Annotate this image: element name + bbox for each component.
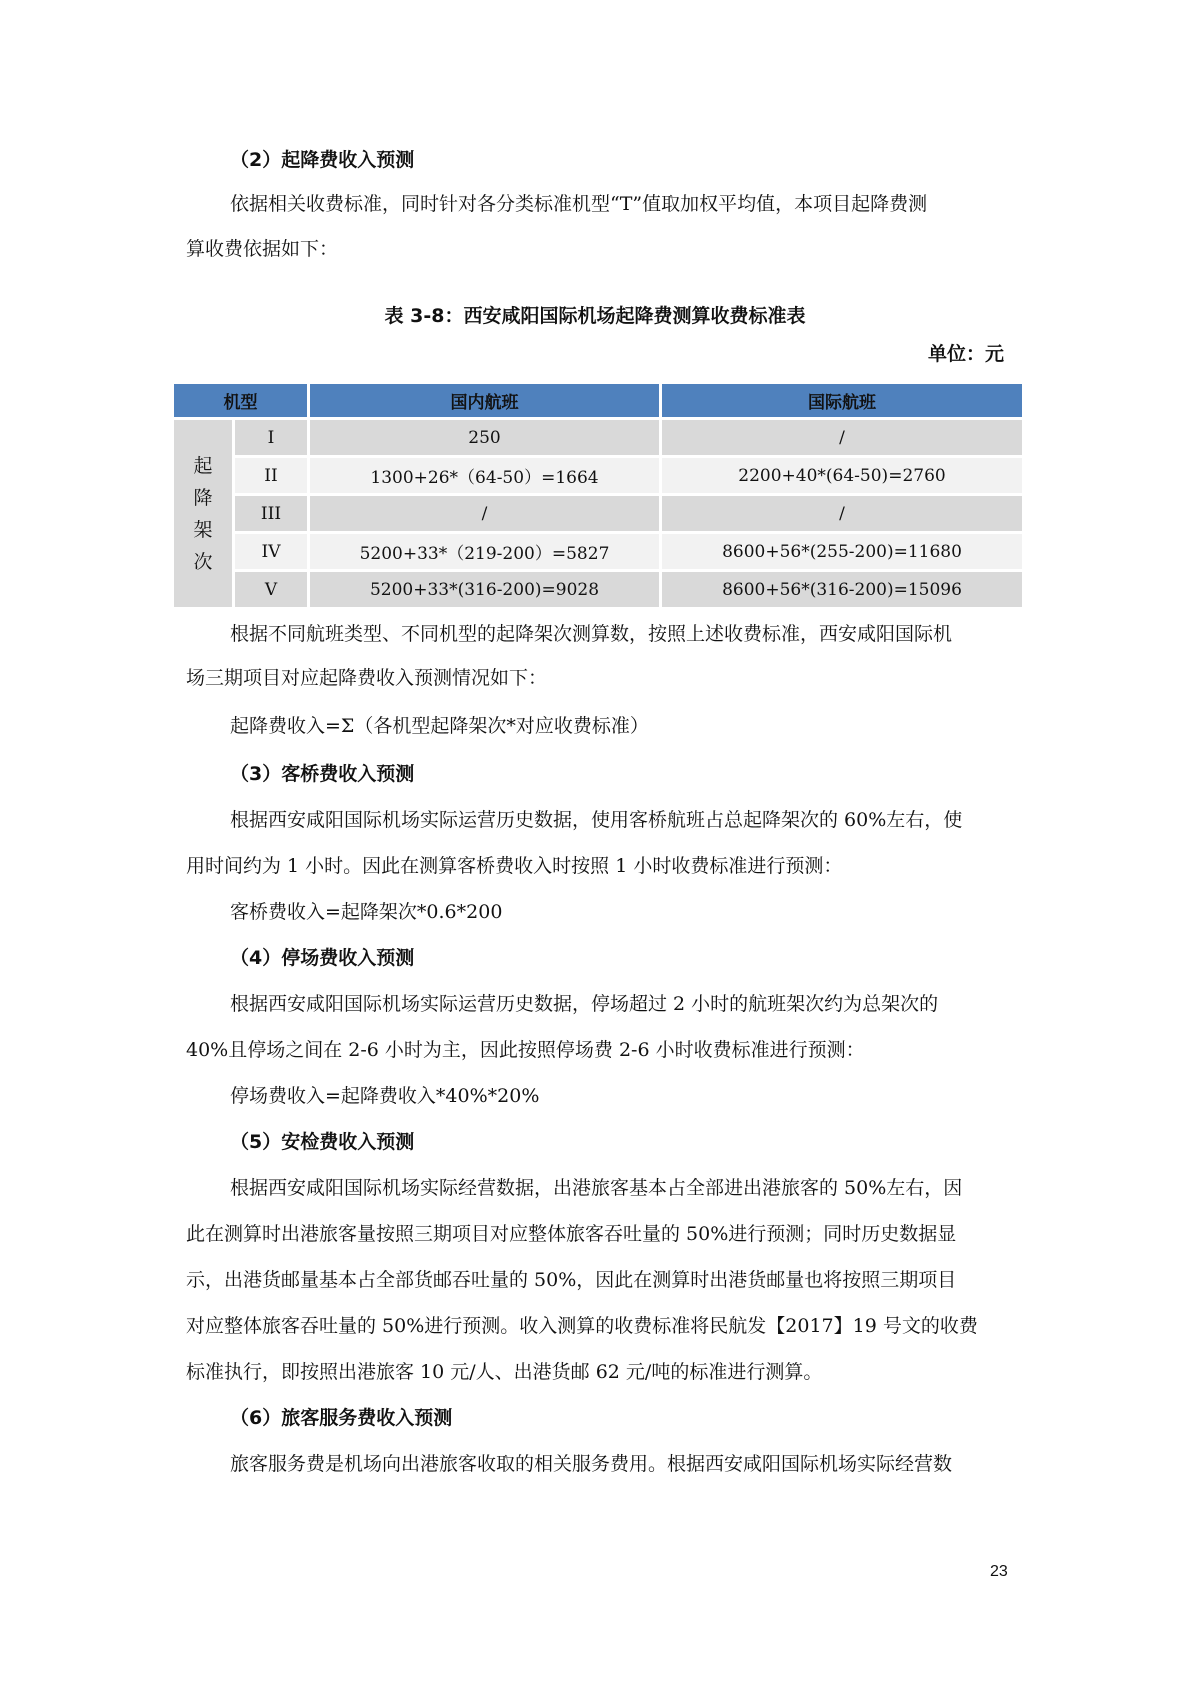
international-fee: / — [662, 496, 1022, 531]
international-fee: 8600+56*(255-200)=11680 — [662, 534, 1022, 569]
table-header-row — [174, 384, 1022, 417]
aircraft-class: II — [235, 458, 307, 493]
domestic-fee: 5200+33*(316-200)=9028 — [310, 572, 659, 607]
formula-bridge: 客桥费收入=起降架次*0.6*200 — [230, 901, 503, 923]
table-row — [174, 420, 1022, 455]
domestic-fee: 1300+26*（64-50）=1664 — [310, 458, 659, 493]
paragraph-line: 标准执行，即按照出港旅客 10 元/人、出港货邮 62 元/吨的标准进行测算。 — [186, 1361, 823, 1383]
table-unit: 单位：元 — [927, 343, 1004, 365]
paragraph-line: 根据西安咸阳国际机场实际运营历史数据，使用客桥航班占总起降架次的 60%左右，使 — [230, 809, 963, 831]
paragraph-line: 此在测算时出港旅客量按照三期项目对应整体旅客吞吐量的 50%进行预测；同时历史数据显 — [186, 1223, 957, 1245]
paragraph-line: 示，出港货邮量基本占全部货邮吞吐量的 50%，因此在测算时出港货邮量也将按照三期项目 — [186, 1269, 957, 1291]
paragraph-line: 用时间约为 1 小时。因此在测算客桥费收入时按照 1 小时收费标准进行预测： — [186, 855, 843, 877]
formula-takeoff-landing: 起降费收入=Σ（各机型起降架次*对应收费标准） — [230, 715, 649, 737]
paragraph-line: 40%且停场之间在 2-6 小时为主，因此按照停场费 2-6 小时收费标准进行预测： — [186, 1039, 865, 1061]
section-heading-2: （2）起降费收入预测 — [230, 149, 415, 171]
domestic-fee: 250 — [310, 420, 659, 455]
group-label-takeoff-landing — [174, 420, 232, 607]
table-row — [174, 572, 1022, 607]
table-row — [174, 496, 1022, 531]
section-heading-6: （6）旅客服务费收入预测 — [230, 1407, 453, 1429]
paragraph-line: 对应整体旅客吞吐量的 50%进行预测。收入测算的收费标准将民航发【2017】19 号文的收费 — [186, 1315, 978, 1337]
group-label-text: 起 降 架 次 — [193, 454, 213, 573]
page-number: 23 — [990, 1563, 1008, 1580]
paragraph-line: 旅客服务费是机场向出港旅客收取的相关服务费用。根据西安咸阳国际机场实际经营数 — [230, 1453, 953, 1475]
paragraph-line: 场三期项目对应起降费收入预测情况如下： — [186, 667, 548, 689]
domestic-fee: 5200+33*（219-200）=5827 — [310, 534, 659, 569]
domestic-fee: / — [310, 496, 659, 531]
table-row — [174, 458, 1022, 493]
fee-standard-table — [171, 381, 1025, 610]
international-fee: 2200+40*(64-50)=2760 — [662, 458, 1022, 493]
paragraph-line: 根据西安咸阳国际机场实际运营历史数据，停场超过 2 小时的航班架次约为总架次的 — [230, 993, 939, 1015]
aircraft-class: IV — [235, 534, 307, 569]
section-heading-3: （3）客桥费收入预测 — [230, 763, 415, 785]
paragraph-line: 算收费依据如下： — [186, 238, 339, 260]
aircraft-class: I — [235, 420, 307, 455]
international-fee: / — [662, 420, 1022, 455]
header-domestic: 国内航班 — [310, 384, 659, 417]
formula-parking: 停场费收入=起降费收入*40%*20% — [230, 1085, 540, 1107]
paragraph-line: 根据不同航班类型、不同机型的起降架次测算数，按照上述收费标准，西安咸阳国际机 — [230, 623, 953, 645]
header-aircraft-type: 机型 — [174, 384, 307, 417]
international-fee: 8600+56*(316-200)=15096 — [662, 572, 1022, 607]
section-heading-5: （5）安检费收入预测 — [230, 1131, 415, 1153]
aircraft-class: V — [235, 572, 307, 607]
paragraph-line: 根据西安咸阳国际机场实际经营数据，出港旅客基本占全部进出港旅客的 50%左右，因 — [230, 1177, 963, 1199]
aircraft-class: III — [235, 496, 307, 531]
table-caption: 表 3-8：西安咸阳国际机场起降费测算收费标准表 — [384, 305, 806, 327]
header-international: 国际航班 — [662, 384, 1022, 417]
section-heading-4: （4）停场费收入预测 — [230, 947, 415, 969]
table-row — [174, 534, 1022, 569]
paragraph-line: 依据相关收费标准，同时针对各分类标准机型“T”值取加权平均值，本项目起降费测 — [230, 193, 928, 215]
